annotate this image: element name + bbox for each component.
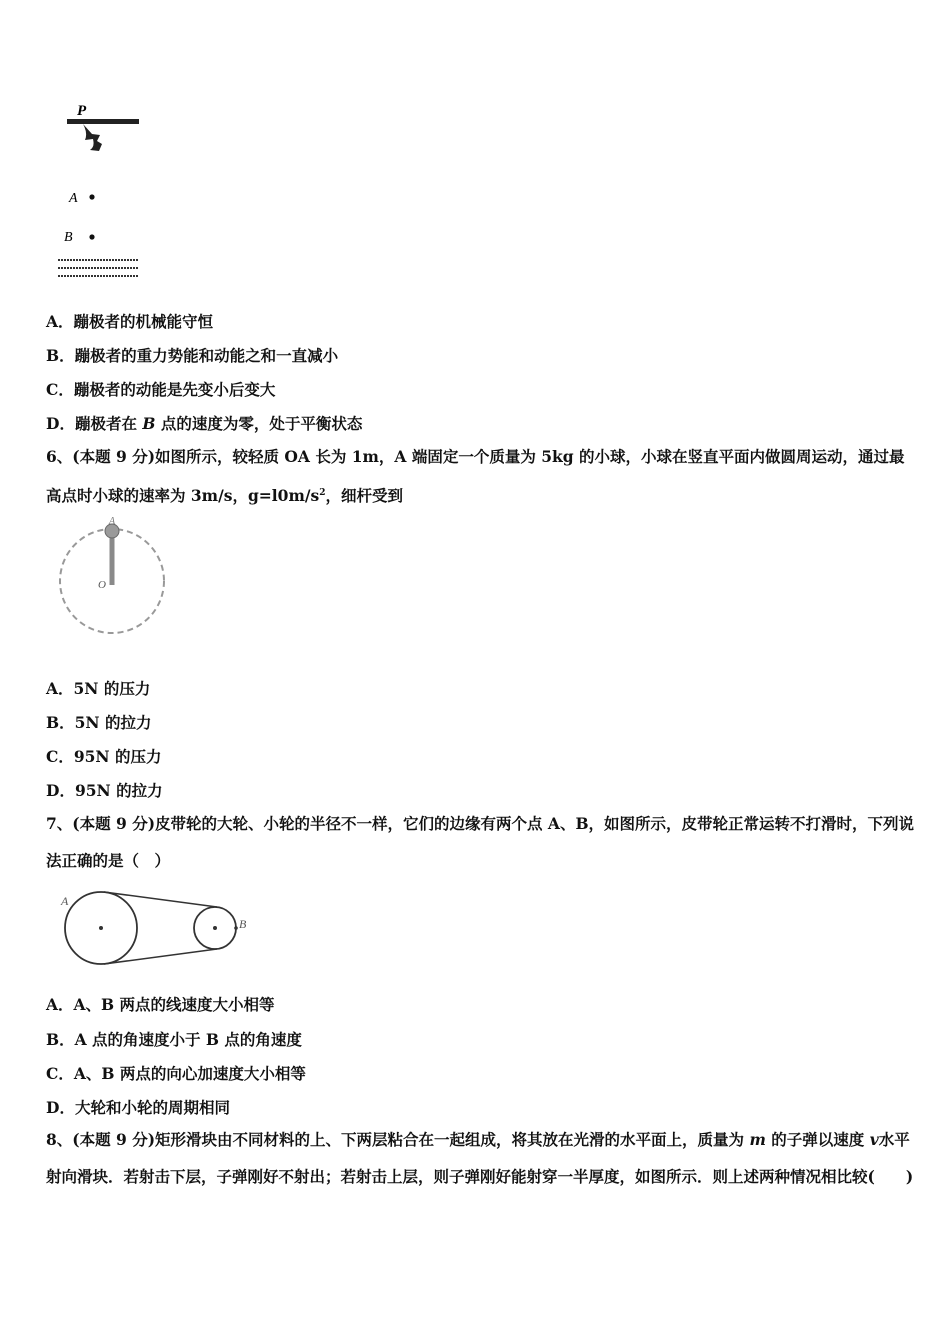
q6-stem-sup: 2 <box>319 488 326 498</box>
belt-top <box>104 892 217 907</box>
q8-stem-1: 8、(本题 9 分)矩形滑块由不同材料的上、下两层粘合在一起组成，将其放在光滑的水平面上，质量为 <box>46 1130 745 1149</box>
q8-stem-2: 的子弹以速度 <box>771 1130 865 1149</box>
rod <box>110 531 115 585</box>
belt-pulley-figure <box>55 885 260 970</box>
q7-option-b: B．A 点的角速度小于 B 点的角速度 <box>46 1030 302 1049</box>
rod-end-a-label: A <box>109 516 116 527</box>
point-b-marker <box>234 926 238 930</box>
point-a <box>89 194 94 199</box>
q8-var-v: v <box>869 1130 879 1149</box>
q5-option-d-var: B <box>142 414 156 433</box>
q8-var-m: m <box>749 1130 766 1149</box>
q8-stem-3: 水平射向滑块．若射击下层，子弹刚好不射出；若射击上层，则子弹刚好能射穿一半厚度，如图所示．则上述两种情况相比较( ) <box>46 1130 914 1186</box>
q6-option-d: D．95N 的拉力 <box>46 781 163 800</box>
point-b <box>89 234 94 239</box>
q5-option-a: A．蹦极者的机械能守恒 <box>46 312 214 331</box>
q7-option-a: A．A、B 两点的线速度大小相等 <box>46 995 275 1014</box>
circular-motion-figure <box>55 515 175 640</box>
belt-bottom <box>104 949 217 964</box>
platform <box>67 119 139 124</box>
q5-option-b: B．蹦极者的重力势能和动能之和一直减小 <box>46 346 339 365</box>
point-b-label: B <box>239 917 247 931</box>
q5-option-d-suffix: 点的速度为零，处于平衡状态 <box>160 414 363 433</box>
q7-option-d: D．大轮和小轮的周期相同 <box>46 1098 230 1117</box>
point-a-label: A <box>69 191 78 206</box>
point-b-label: B <box>64 230 73 245</box>
q6-option-b: B．5N 的拉力 <box>46 713 152 732</box>
large-wheel-center <box>99 926 103 930</box>
jumper <box>83 124 102 151</box>
small-wheel-center <box>213 926 217 930</box>
q7-stem: 7、(本题 9 分)皮带轮的大轮、小轮的半径不一样，它们的边缘有两个点 A、B，如图所示，皮带轮正常运转不打滑时，下列说法正确的是（ ） <box>46 814 915 870</box>
q5-option-d-prefix: D．蹦极者在 <box>46 414 137 433</box>
q6-stem <box>46 438 916 514</box>
center-o-label: O <box>98 579 106 591</box>
q6-option-c: C．95N 的压力 <box>46 747 162 766</box>
q7-option-c: C．A、B 两点的向心加速度大小相等 <box>46 1064 306 1083</box>
point-a-label: A <box>61 894 69 908</box>
q6-stem-main: 6、(本题 9 分)如图所示，较轻质 OA 长为 1m，A 端固定一个质量为 5kg 的小球，小球在竖直平面内做圆周运动，通过最高点时小球的速率为 3m/s，g=l0m/s <box>46 447 905 506</box>
q6-stem-end: ，细杆受到 <box>325 486 404 506</box>
q5-option-d <box>46 412 362 434</box>
q8-stem <box>46 1121 916 1195</box>
q5-option-c: C．蹦极者的动能是先变小后变大 <box>46 380 276 399</box>
q6-option-a: A．5N 的压力 <box>46 679 151 698</box>
bungee-figure <box>55 95 150 285</box>
point-p-label: P <box>77 103 87 119</box>
